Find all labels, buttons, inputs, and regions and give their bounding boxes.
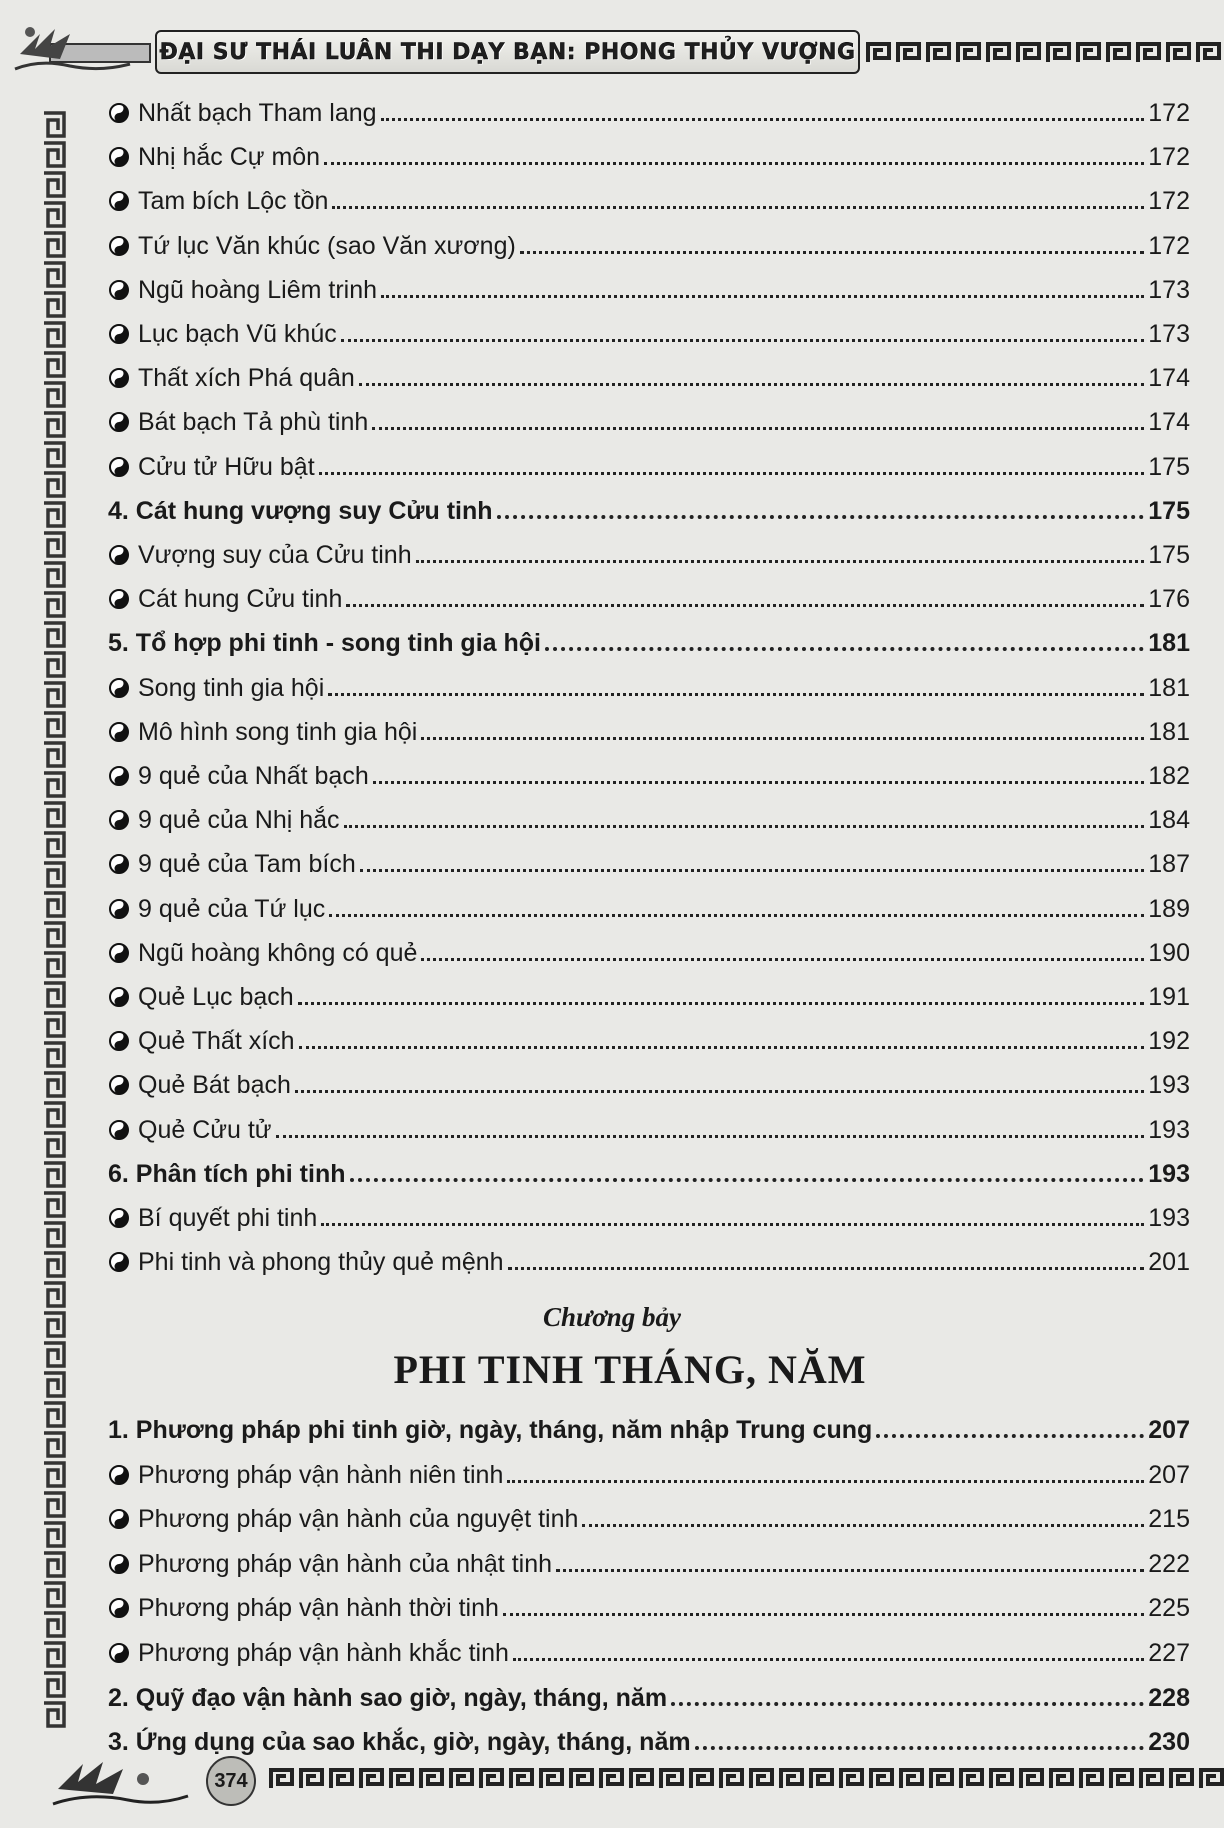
toc-entry-label: Phương pháp vận hành của nhật tinh <box>138 1549 553 1578</box>
dot-leader <box>350 1178 1145 1182</box>
dot-leader <box>321 1223 1144 1226</box>
toc-entry-page: 172 <box>1148 231 1190 260</box>
dot-leader <box>381 295 1144 298</box>
toc-entry-page: 225 <box>1148 1594 1190 1623</box>
toc-item-row <box>108 1628 1190 1668</box>
toc-item-row <box>108 1494 1190 1534</box>
toc-entry-page: 191 <box>1148 983 1190 1011</box>
toc-entry-label: Nhất bạch Tham lang <box>138 99 377 127</box>
yin-yang-bullet-icon <box>108 1597 130 1619</box>
toc-entry-label: 2. Quỹ đạo vận hành sao giờ, ngày, tháng, năm <box>108 1683 668 1712</box>
dot-leader <box>421 737 1144 740</box>
toc-entry-page: 174 <box>1148 364 1190 393</box>
meander-border-left <box>40 110 68 1730</box>
yin-yang-bullet-icon <box>108 588 130 610</box>
yin-yang-bullet-icon <box>108 190 130 212</box>
dot-leader <box>503 1613 1144 1616</box>
toc-entry-page: 187 <box>1148 850 1190 879</box>
toc-entry-label: 9 quẻ của Nhất bạch <box>138 762 369 790</box>
dot-leader <box>520 251 1144 254</box>
toc-entry-page: 175 <box>1148 452 1190 481</box>
yin-yang-bullet-icon <box>108 1464 130 1486</box>
yin-yang-bullet-icon <box>108 853 130 875</box>
pine-tree-ornament-icon <box>48 1744 198 1814</box>
yin-yang-bullet-icon <box>108 1251 130 1273</box>
toc-section-row <box>108 1405 1190 1445</box>
toc-entry-label: Tam bích Lộc tồn <box>138 187 329 216</box>
dot-leader <box>295 1090 1144 1093</box>
toc-item-row <box>108 839 1190 879</box>
toc-entry-label: Nhị hắc Cự môn <box>138 143 321 172</box>
dot-leader <box>372 427 1144 430</box>
toc-entry-page: 172 <box>1148 143 1190 172</box>
yin-yang-bullet-icon <box>108 986 130 1008</box>
toc-item-row <box>108 1016 1190 1056</box>
toc-entry-label: Phương pháp vận hành của nguyệt tinh <box>138 1505 579 1534</box>
yin-yang-bullet-icon <box>108 235 130 257</box>
toc-entry-page: 189 <box>1148 894 1190 923</box>
dot-leader <box>416 560 1145 563</box>
chapter-label: Chương bảy <box>543 1302 681 1332</box>
yin-yang-bullet-icon <box>108 1553 130 1575</box>
yin-yang-bullet-icon <box>108 1119 130 1141</box>
toc-entry-page: 193 <box>1148 1159 1190 1188</box>
toc-item-row <box>108 88 1190 128</box>
toc-entry-page: 193 <box>1148 1115 1190 1144</box>
toc-entry-page: 175 <box>1148 496 1190 525</box>
toc-item-row <box>108 309 1190 349</box>
toc-entry-page: 181 <box>1148 629 1190 658</box>
page-header <box>0 0 1224 100</box>
toc-item-row <box>108 1450 1190 1490</box>
toc-entry-label: Cửu tử Hữu bật <box>138 452 315 481</box>
toc-entry-page: 222 <box>1148 1549 1190 1578</box>
yin-yang-bullet-icon <box>108 323 130 345</box>
yin-yang-bullet-icon <box>108 1207 130 1229</box>
toc-item-row <box>108 1193 1190 1233</box>
dot-leader <box>299 1046 1145 1049</box>
toc-entry-page: 201 <box>1148 1248 1190 1277</box>
toc-item-row <box>108 751 1190 791</box>
toc-item-row <box>108 707 1190 747</box>
toc-entry-page: 215 <box>1148 1505 1190 1534</box>
yin-yang-bullet-icon <box>108 809 130 831</box>
toc-entry-label: 9 quẻ của Tam bích <box>138 850 356 879</box>
yin-yang-bullet-icon <box>108 942 130 964</box>
toc-entry-label: 4. Cát hung vượng suy Cửu tinh <box>108 496 493 525</box>
dot-leader <box>513 1658 1144 1661</box>
toc-entry-page: 181 <box>1148 673 1190 702</box>
toc-section-row <box>108 1673 1190 1713</box>
meander-border-top <box>865 40 1224 66</box>
dot-leader <box>876 1434 1144 1438</box>
dot-leader <box>276 1135 1145 1138</box>
toc-entry-label: Quẻ Lục bạch <box>138 983 294 1011</box>
toc-item-row <box>108 663 1190 703</box>
toc-entry-label: Phương pháp vận hành khắc tinh <box>138 1639 509 1667</box>
toc-entry-page: 227 <box>1148 1639 1190 1667</box>
toc-entry-page: 192 <box>1148 1027 1190 1056</box>
yin-yang-bullet-icon <box>108 102 130 124</box>
toc-entry-label: Quẻ Thất xích <box>138 1027 295 1056</box>
toc-item-row <box>108 1105 1190 1145</box>
dot-leader <box>507 1480 1144 1483</box>
toc-entry-label: 6. Phân tích phi tinh <box>108 1159 346 1188</box>
dot-leader <box>421 958 1144 961</box>
dot-leader <box>341 339 1145 342</box>
chapter-title: PHI TINH THÁNG, NĂM <box>393 1347 867 1392</box>
dot-leader <box>373 781 1145 784</box>
dot-leader <box>332 206 1144 209</box>
toc-item-row <box>108 221 1190 261</box>
toc-entry-label: Phương pháp vận hành niên tinh <box>138 1460 504 1489</box>
header-title: ĐẠI SƯ THÁI LUÂN THI DẠY BẠN: PHONG THỦY VƯỢNG <box>159 39 856 65</box>
yin-yang-bullet-icon <box>108 279 130 301</box>
toc-entry-label: Lục bạch Vũ khúc <box>138 320 337 348</box>
yin-yang-bullet-icon <box>108 1508 130 1530</box>
pine-tree-ornament-icon <box>10 14 160 84</box>
dot-leader <box>556 1569 1144 1572</box>
toc-entry-page: 193 <box>1148 1071 1190 1100</box>
toc-item-row <box>108 972 1190 1012</box>
yin-yang-bullet-icon <box>108 1074 130 1096</box>
toc-item-row <box>108 1583 1190 1623</box>
toc-entry-page: 184 <box>1148 806 1190 835</box>
toc-entry-label: Phi tinh và phong thủy quẻ mệnh <box>138 1248 504 1277</box>
dot-leader <box>508 1267 1145 1270</box>
toc-item-row <box>108 1237 1190 1277</box>
toc-item-row <box>108 176 1190 216</box>
yin-yang-bullet-icon <box>108 1030 130 1052</box>
toc-entry-label: 1. Phương pháp phi tinh giờ, ngày, tháng, năm nhập Trung cung <box>108 1416 873 1444</box>
dot-leader <box>582 1524 1144 1527</box>
toc-item-row <box>108 1539 1190 1579</box>
toc-item-row <box>108 132 1190 172</box>
toc-entry-label: Mô hình song tinh gia hội <box>138 717 418 746</box>
dot-leader <box>346 604 1144 607</box>
toc-entry-page: 173 <box>1148 320 1190 348</box>
toc-entry-page: 175 <box>1148 541 1190 569</box>
dot-leader <box>381 118 1145 121</box>
page-number: 374 <box>206 1756 256 1806</box>
toc-entry-page: 230 <box>1148 1728 1190 1757</box>
yin-yang-bullet-icon <box>108 1642 130 1664</box>
toc-entry-label: Quẻ Cửu tử <box>138 1115 272 1144</box>
header-banner <box>155 30 860 74</box>
toc-section-row <box>108 1149 1190 1189</box>
dot-leader <box>671 1702 1144 1706</box>
yin-yang-bullet-icon <box>108 367 130 389</box>
toc-section-row <box>108 618 1190 658</box>
dot-leader <box>344 825 1145 828</box>
yin-yang-bullet-icon <box>108 898 130 920</box>
yin-yang-bullet-icon <box>108 411 130 433</box>
toc-item-row <box>108 574 1190 614</box>
dot-leader <box>328 693 1144 696</box>
dot-leader <box>298 1002 1145 1005</box>
dot-leader <box>324 162 1144 165</box>
toc-entry-page: 190 <box>1148 938 1190 967</box>
toc-entry-label: Cát hung Cửu tinh <box>138 585 343 614</box>
dot-leader <box>329 914 1144 917</box>
toc-entry-label: Bí quyết phi tinh <box>138 1204 318 1232</box>
toc-item-row <box>108 397 1190 437</box>
toc-entry-label: Quẻ Bát bạch <box>138 1071 291 1100</box>
toc-section-row <box>108 486 1190 526</box>
toc-entry-label: Vượng suy của Cửu tinh <box>138 541 412 569</box>
toc-item-row <box>108 795 1190 835</box>
toc-entry-label: 9 quẻ của Nhị hắc <box>138 806 340 835</box>
dot-leader <box>360 869 1145 872</box>
toc-entry-page: 193 <box>1148 1204 1190 1232</box>
toc-entry-label: Phương pháp vận hành thời tinh <box>138 1594 499 1623</box>
toc-item-row <box>108 530 1190 570</box>
toc-entry-label: Song tinh gia hội <box>138 673 325 702</box>
yin-yang-bullet-icon <box>108 677 130 699</box>
toc-entry-label: Thất xích Phá quân <box>138 364 355 393</box>
toc-entry-page: 176 <box>1148 585 1190 614</box>
toc-entry-page: 172 <box>1148 187 1190 216</box>
toc-entry-page: 182 <box>1148 762 1190 790</box>
dot-leader <box>545 647 1144 651</box>
yin-yang-bullet-icon <box>108 765 130 787</box>
dot-leader <box>359 383 1144 386</box>
yin-yang-bullet-icon <box>108 544 130 566</box>
dot-leader <box>319 472 1145 475</box>
toc-entry-page: 228 <box>1148 1683 1190 1712</box>
toc-entry-label: 5. Tổ hợp phi tinh - song tinh gia hội <box>108 629 541 658</box>
toc-item-row <box>108 884 1190 924</box>
page-footer <box>0 1740 1224 1828</box>
toc-entry-page: 174 <box>1148 408 1190 437</box>
toc-item-row <box>108 353 1190 393</box>
toc-item-row <box>108 928 1190 968</box>
toc-entry-label: Tứ lục Văn khúc (sao Văn xương) <box>138 231 516 260</box>
toc-entry-label: Bát bạch Tả phù tinh <box>138 408 369 437</box>
yin-yang-bullet-icon <box>108 456 130 478</box>
toc-item-row <box>108 1060 1190 1100</box>
yin-yang-bullet-icon <box>108 721 130 743</box>
toc-item-row <box>108 265 1190 305</box>
toc-entry-page: 207 <box>1148 1416 1190 1444</box>
yin-yang-bullet-icon <box>108 146 130 168</box>
toc-entry-page: 172 <box>1148 99 1190 127</box>
toc-entry-page: 181 <box>1148 717 1190 746</box>
toc-entry-label: Ngũ hoàng không có quẻ <box>138 938 418 967</box>
toc-entry-page: 173 <box>1148 275 1190 304</box>
meander-border-bottom <box>268 1766 1224 1792</box>
toc-entry-page: 207 <box>1148 1460 1190 1489</box>
toc-item-row <box>108 442 1190 482</box>
toc-entry-label: 9 quẻ của Tứ lục <box>138 894 326 923</box>
toc-entry-label: 3. Ứng dụng của sao khắc, giờ, ngày, tháng, năm <box>108 1728 691 1757</box>
toc-entry-label: Ngũ hoàng Liêm trinh <box>138 275 378 304</box>
dot-leader <box>497 515 1145 519</box>
